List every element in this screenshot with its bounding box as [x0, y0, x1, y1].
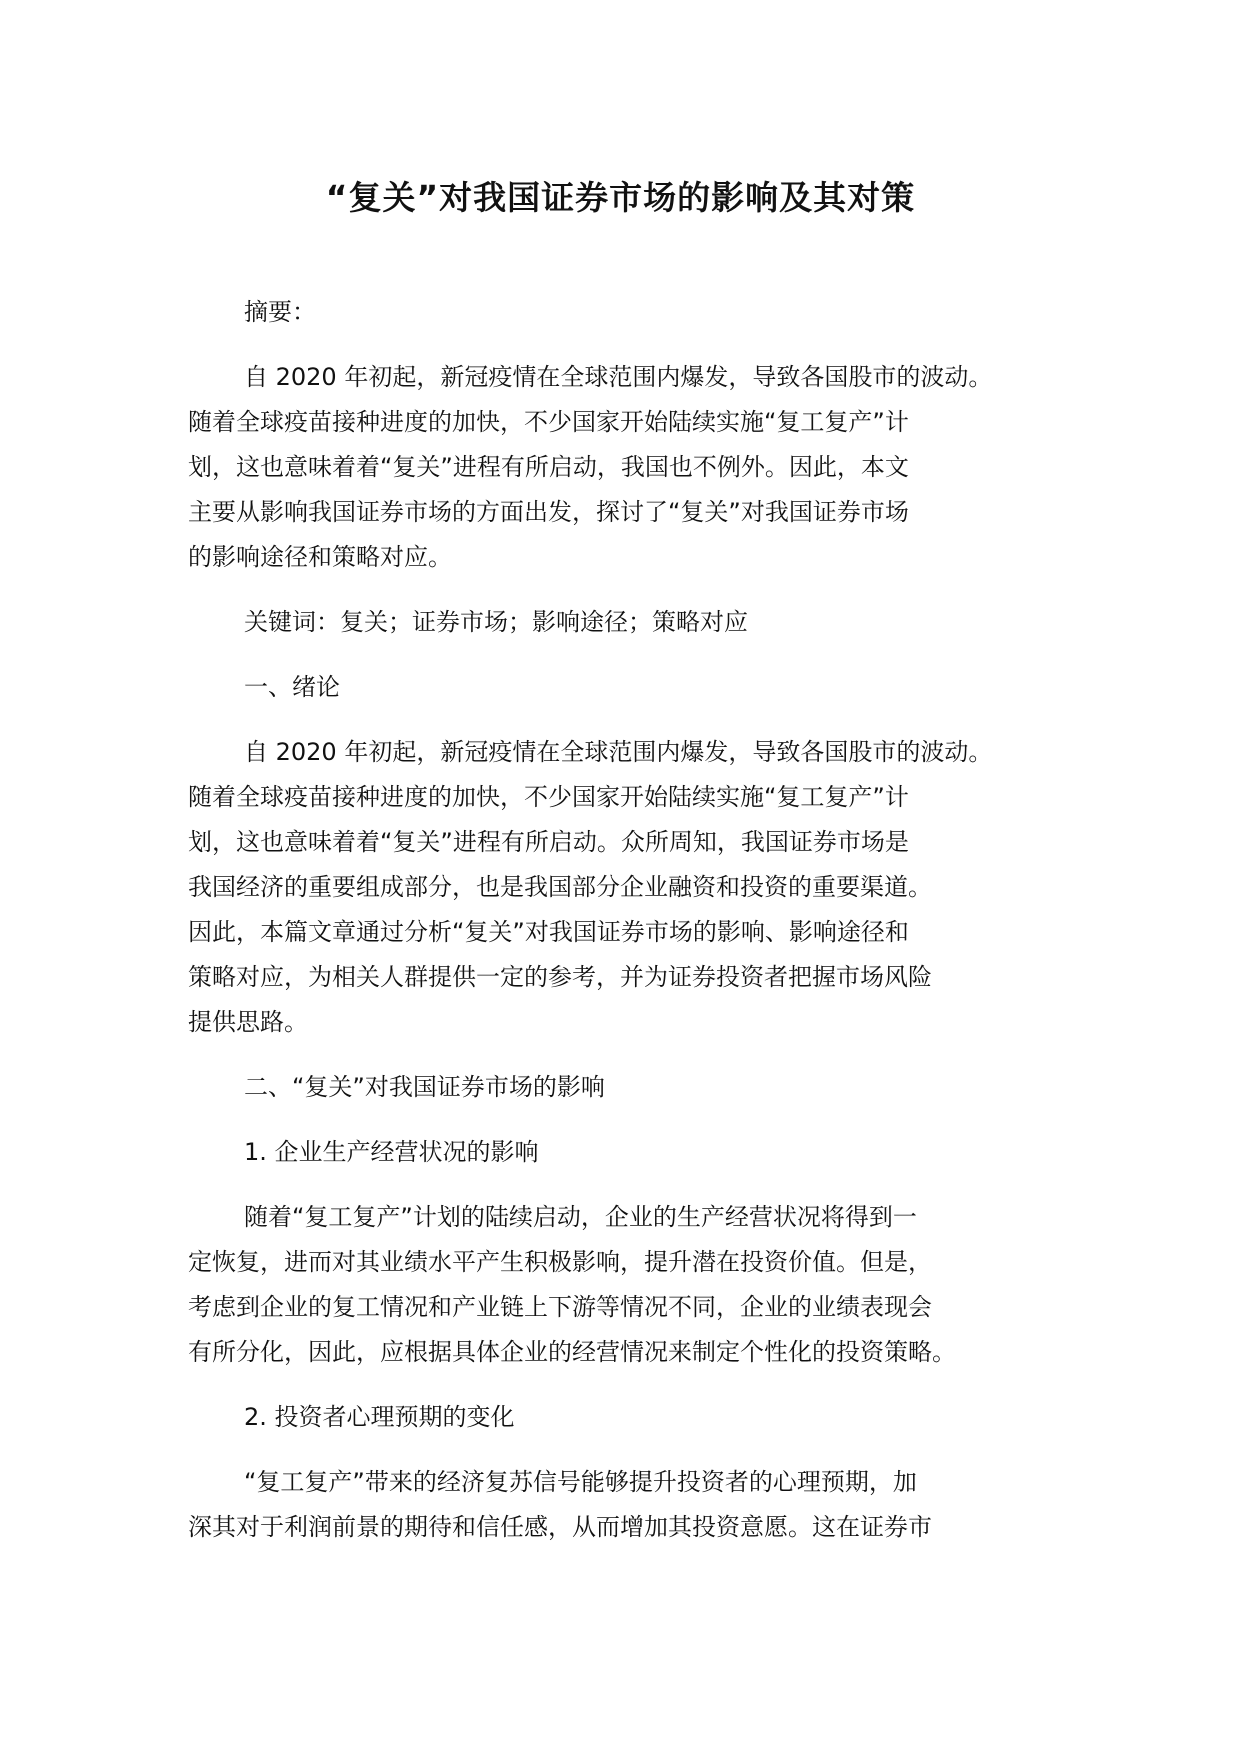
text-line: 自 2020 年初起，新冠疫情在全球范围内爆发，导致各国股市的波动。: [244, 738, 993, 766]
section-paragraph: [188, 1195, 1068, 1375]
document-title: “复关”对我国证券市场的影响及其对策: [325, 178, 916, 217]
text-line: 策略对应，为相关人群提供一定的参考，并为证券投资者把握市场风险: [188, 963, 932, 991]
text-line: 划，这也意味着着“复关”进程有所启动，我国也不例外。因此，本文: [188, 453, 909, 481]
subsection-heading: 1. 企业生产经营状况的影响: [244, 1138, 539, 1166]
text-line: 因此，本篇文章通过分析“复关”对我国证券市场的影响、影响途径和: [188, 918, 909, 946]
text-line: 提供思路。: [188, 1008, 308, 1036]
text-line: 考虑到企业的复工情况和产业链上下游等情况不同，企业的业绩表现会: [188, 1293, 932, 1321]
section-paragraph: [188, 1460, 1068, 1550]
text-line: 我国经济的重要组成部分，也是我国部分企业融资和投资的重要渠道。: [188, 873, 932, 901]
text-line: 主要从影响我国证券市场的方面出发，探讨了“复关”对我国证券市场: [188, 498, 909, 526]
text-line: “复工复产”带来的经济复苏信号能够提升投资者的心理预期，加: [244, 1468, 917, 1496]
text-line: 的影响途径和策略对应。: [188, 543, 452, 571]
text-line: 随着全球疫苗接种进度的加快，不少国家开始陆续实施“复工复产”计: [188, 408, 909, 436]
section-heading: 二、“复关”对我国证券市场的影响: [244, 1073, 605, 1101]
text-line: 随着全球疫苗接种进度的加快，不少国家开始陆续实施“复工复产”计: [188, 783, 909, 811]
text-line: 定恢复，进而对其业绩水平产生积极影响，提升潜在投资价值。但是，: [188, 1248, 932, 1276]
keywords-line: 关键词：复关；证券市场；影响途径；策略对应: [244, 608, 748, 636]
section-paragraph: [188, 730, 1068, 1045]
text-line: 随着“复工复产”计划的陆续启动，企业的生产经营状况将得到一: [244, 1203, 917, 1231]
text-line: 划，这也意味着着“复关”进程有所启动。众所周知，我国证券市场是: [188, 828, 909, 856]
document-body: [188, 290, 1068, 1570]
abstract-paragraph: [188, 355, 1068, 580]
abstract-label: 摘要：: [244, 298, 316, 326]
text-line: 自 2020 年初起，新冠疫情在全球范围内爆发，导致各国股市的波动。: [244, 363, 993, 391]
section-heading: 一、绪论: [244, 673, 340, 701]
subsection-heading: 2. 投资者心理预期的变化: [244, 1403, 515, 1431]
text-line: 有所分化，因此，应根据具体企业的经营情况来制定个性化的投资策略。: [188, 1338, 956, 1366]
text-line: 深其对于利润前景的期待和信任感，从而增加其投资意愿。这在证券市: [188, 1513, 932, 1541]
